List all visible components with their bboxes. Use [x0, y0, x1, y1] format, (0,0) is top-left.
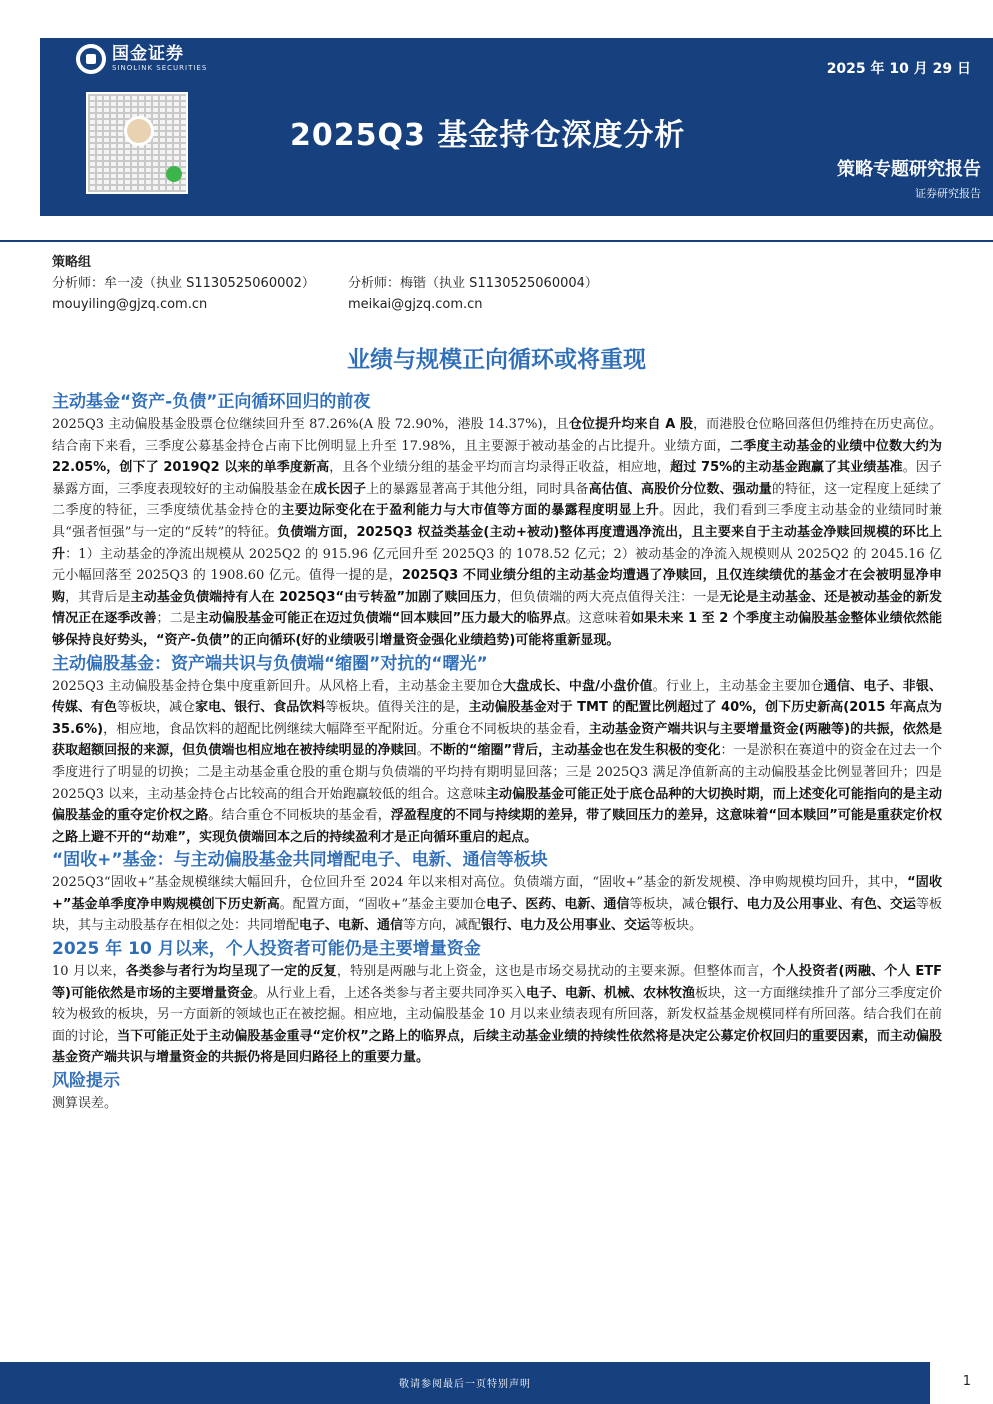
- body-text: ，其背后是: [65, 589, 131, 605]
- company-logo: [76, 44, 207, 74]
- header-divider: [0, 240, 993, 242]
- emphasis-text: 主动偏股基金对于 TMT 的配置比例超过了 40%，创下历史新高(2015 年高点为 35.6%): [52, 700, 942, 737]
- section-paragraph: [52, 872, 942, 937]
- qr-center-logo-icon: [124, 116, 154, 146]
- body-text: 。因此，我们看到三季度主动基金的业绩同时兼具“强者恒强”与一定的“反转”的特征。: [52, 503, 942, 540]
- emphasis-text: 超过 75%的主动基金跑赢了其业绩基准: [670, 460, 903, 476]
- report-subtype: 证券研究报告: [915, 187, 981, 200]
- emphasis-text: 无论是主动基金、还是被动基金的新发情况正在逐季改善: [52, 589, 942, 627]
- body-text: 等板块，其与主动股基存在相似之处：共同增配: [52, 896, 942, 934]
- body-text: ，且各个业绩分组的基金平均而言均录得正收益，相应地，: [329, 460, 671, 476]
- emphasis-text: 主动偏股基金可能正在迈过负债端“回本赎回”压力最大的临界点: [195, 611, 566, 627]
- section: [52, 848, 942, 937]
- section-heading: “固收+”基金：与主动偏股基金共同增配电子、电新、通信等板块: [52, 850, 548, 871]
- body-text: 。配置方面，“固收+”基金主要加仓: [279, 896, 487, 912]
- report-type: 策略专题研究报告: [837, 159, 981, 180]
- body-text: 2025Q3 主动偏股基金持仓集中度重新回升。从风格上看，主动基金主要加仓: [52, 678, 504, 694]
- author-block: [52, 252, 598, 315]
- section-heading: 主动偏股基金：资产端共识与负债端“缩圈”对抗的“曙光”: [52, 653, 488, 674]
- body-text: ；二是: [156, 611, 196, 627]
- team-name: 策略组: [52, 255, 92, 270]
- page-number: 1: [962, 1374, 971, 1389]
- section: [52, 652, 942, 849]
- body-text: 10 月以来，: [52, 964, 126, 980]
- section: [52, 937, 942, 1069]
- analyst-2-email[interactable]: meikai@gjzq.com.cn: [348, 297, 483, 312]
- section-heading: 主动基金“资产-负债”正向循环回归的前夜: [52, 392, 371, 412]
- emphasis-text: 高估值、高股价分位数、强动量: [588, 481, 772, 497]
- section-heading: 2025 年 10 月以来，个人投资者可能仍是主要增量资金: [52, 939, 481, 960]
- report-body: [52, 390, 942, 1115]
- body-text: 板块，这一方面继续推升了部分三季度定价较为极致的板块，另一方面新的领域也正在被挖掘。相应地，主动偏股基金 10 月以来业绩表现有所回落，新发权益基金规模同样有所回落。结合我们在前面的讨论，: [52, 985, 942, 1044]
- body-text: 的特征，这一定程度上延续了二季度的特征，三季度绩优基金持仓的: [52, 481, 942, 519]
- emphasis-text: 成长因子: [313, 481, 367, 497]
- emphasis-text: 电子、电新、通信: [299, 918, 404, 934]
- emphasis-text: 主动基金资产端共识与主要增量资金(两融等)的共振，依然是获取超额回报的来源，但负债端也相应地在被持续明显的净赎回: [52, 721, 942, 759]
- section-paragraph: [52, 676, 942, 849]
- emphasis-text: 银行、电力及公用事业、有色、交运: [707, 896, 916, 912]
- analyst-1-email[interactable]: mouyiling@gjzq.com.cn: [52, 297, 208, 312]
- body-text: 。: [416, 743, 430, 759]
- report-date: 2025 年 10 月 29 日: [826, 61, 971, 77]
- emphasis-text: 主动偏股基金可能正处于底仓品种的大切换时期，而上述变化可能指向的是主动偏股基金的重夺定价权之路: [52, 786, 942, 824]
- footer-disclaimer: 敬请参阅最后一页特别声明: [399, 1379, 531, 1390]
- body-text: ，相应地，食品饮料的超配比例继续大幅降至平配附近。分重仓不同板块的基金看，: [103, 721, 589, 737]
- emphasis-text: 负债端方面，2025Q3 权益类基金(主动+被动)整体再度遭遇净流出，且主要来自于主动基金净赎回规模的环比上升: [52, 524, 942, 562]
- body-text: 。结合重仓不同板块的基金看，: [208, 808, 391, 824]
- emphasis-text: 电子、医药、电新、通信: [486, 896, 630, 912]
- body-text: 。因子暴露方面，三季度表现较好的主动偏股基金在: [52, 460, 942, 497]
- body-text: 2025Q3 主动偏股基金股票仓位继续回升至 87.26%(A 股 72.90%，港股 14.37%)，且: [52, 417, 569, 432]
- body-text: 等板块，减仓: [629, 896, 708, 912]
- emphasis-text: 主动基金负债端持有人在 2025Q3“由亏转盈”加剧了赎回压力: [130, 589, 497, 605]
- body-text: 。行业上，主动基金主要加仓: [652, 678, 824, 694]
- body-text: ：1）主动基金的净流出规模从 2025Q2 的 915.96 亿元回升至 2025Q3 的 1078.52 亿元；2）被动基金的净流入规模则从 2025Q2 的 2045.16 亿元小幅回落至 2025Q3 的 1908.60 亿元。值得一提的是，: [52, 546, 942, 584]
- analyst-1: 分析师：牟一凌（执业 S1130525060002）: [52, 276, 315, 291]
- emphasis-text: 不断的“缩圈”背后，主动基金也在发生积极的变化: [429, 743, 721, 759]
- section-paragraph: [52, 414, 942, 652]
- body-text: 等方向，减配: [403, 918, 482, 934]
- body-text: ，但负债端的两大亮点值得关注：一是: [496, 589, 720, 605]
- emphasis-text: 通信、电子、非银、传媒、有色: [52, 678, 942, 716]
- body-text: 。从行业上看，上述各类参与者主要共同净买入: [252, 985, 526, 1001]
- emphasis-text: 仓位提升均来自 A 股: [568, 417, 694, 432]
- emphasis-text: 各类参与者行为均呈现了一定的反复: [125, 964, 337, 980]
- section-heading: 风险提示: [52, 1071, 120, 1092]
- body-text: ，而港股仓位略回落但仍维持在历史高位。结合南下来看，三季度公募基金持仓占南下比例明显上升至 17.98%，且主要源于被动基金的占比提升。业绩方面，: [52, 417, 942, 454]
- logo-name-en: SINOLINK SECURITIES: [112, 64, 208, 72]
- emphasis-text: 2025Q3 不同业绩分组的主动基金均遭遇了净赎回，且仅连续绩优的基金才在会被明显净申购: [52, 568, 942, 605]
- emphasis-text: 主要边际变化在于盈利能力与大市值等方面的暴露程度明显上升: [281, 503, 660, 519]
- report-title: 2025Q3 基金持仓深度分析: [290, 118, 686, 153]
- emphasis-text: 银行、电力及公用事业、交运: [481, 918, 651, 934]
- body-text: 等板块，减仓: [117, 700, 196, 716]
- body-text: 测算误差。: [52, 1096, 118, 1112]
- body-text: 等板块。值得关注的是，: [325, 700, 469, 716]
- section: [52, 1069, 942, 1115]
- body-text: ，特别是两融与北上资金，这也是市场交易扰动的主要来源。但整体而言，: [336, 964, 773, 980]
- emphasis-text: 家电、银行、食品饮料: [195, 700, 326, 716]
- body-text: 。这意味着: [565, 611, 632, 627]
- emphasis-text: 二季度主动基金的业绩中位数大约为 22.05%，创下了 2019Q2 以来的单季度新高: [52, 438, 942, 476]
- emphasis-text: “固收+”基金单季度净申购规模创下历史新高: [52, 875, 943, 912]
- section: [52, 390, 942, 652]
- section-paragraph: [52, 961, 942, 1069]
- emphasis-text: 大盘成长、中盘/小盘价值: [503, 678, 653, 694]
- body-text: 等板块。: [650, 918, 703, 934]
- body-text: 上的暴露显著高于其他分组，同时具备: [366, 481, 589, 497]
- section-paragraph: [52, 1093, 942, 1115]
- body-text: ：一是淤积在赛道中的资金在过去一个季度进行了明显的切换；二是主动基金重仓股的重仓期与负债端的平均持有期明显回落；三是 2025Q3 满足净值新高的主动偏股基金比例显著回升；四是 2025Q3 以来，主动基金持仓占比较高的组合开始跑赢较低的组合。这意味: [52, 743, 942, 802]
- emphasis-text: 浮盈程度的不同与持续期的差异，带了赎回压力的差异，这意味着“回本赎回”可能是重获定价权之路上避不开的“劫难”，实现负债端回本之后的持续盈利才是正向循环重启的起点。: [52, 808, 942, 845]
- qr-code: [86, 92, 188, 194]
- headline: 业绩与规模正向循环或将重现: [347, 347, 646, 373]
- emphasis-text: 个人投资者(两融、个人 ETF 等)可能依然是市场的主要增量资金: [52, 964, 942, 1001]
- emphasis-text: 当下可能正处于主动偏股基金重寻“定价权”之路上的临界点，后续主动基金业绩的持续性依然将是决定公募定价权回归的重要因素，而主动偏股基金资产端共识与增量资金的共振仍将是回归路径上的重要力量。: [52, 1028, 942, 1066]
- emphasis-text: 电子、电新、机械、农林牧渔: [525, 985, 695, 1001]
- analyst-2: 分析师：梅锴（执业 S1130525060004）: [348, 276, 598, 291]
- body-text: 2025Q3“固收+”基金规模继续大幅回升，仓位回升至 2024 年以来相对高位。负债端方面，“固收+”基金的新发规模、净申购规模均回升，其中，: [52, 875, 908, 891]
- emphasis-text: 如果未来 1 至 2 个季度主动偏股基金整体业绩依然能够保持良好势头，“资产-负债”的正向循环(好的业绩吸引增量资金强化业绩趋势)可能将重新显现。: [52, 611, 942, 648]
- logo-icon: [76, 44, 106, 74]
- logo-name-cn: 国金证券: [112, 44, 184, 64]
- qr-badge-icon: [166, 166, 182, 182]
